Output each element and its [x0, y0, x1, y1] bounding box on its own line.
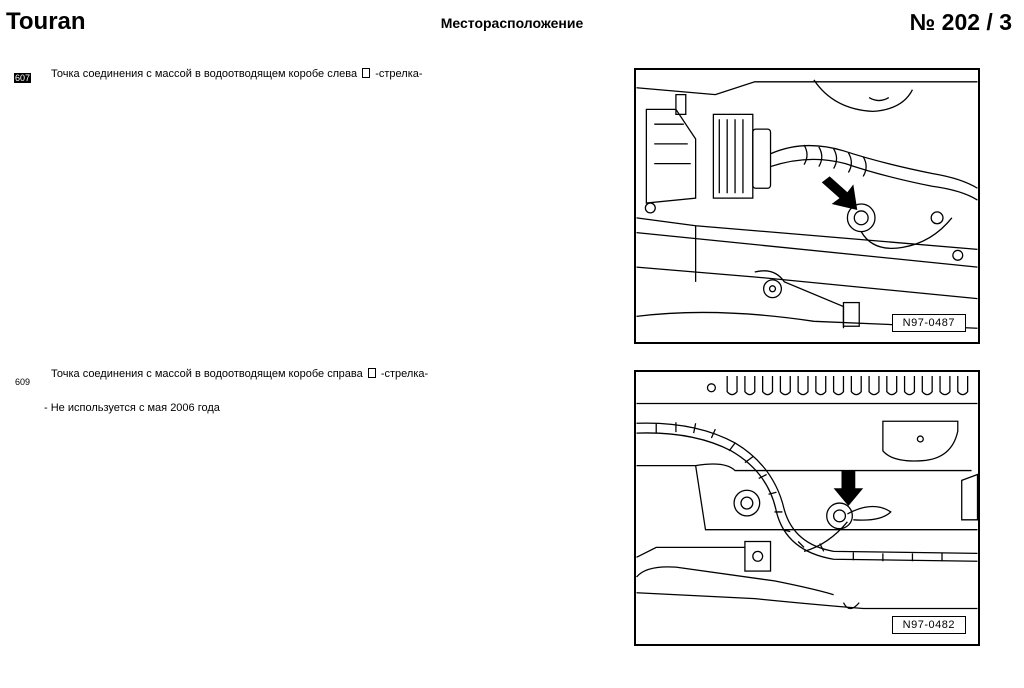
entry-code-607: 607 — [15, 73, 31, 83]
section-title: Месторасположение — [440, 15, 584, 31]
entry-note-609: - Не используется с мая 2006 года — [44, 402, 220, 414]
illustration-label: N97-0482 — [892, 616, 966, 634]
ground-point-right-drawing — [636, 372, 978, 644]
illustration-label: N97-0487 — [892, 314, 966, 332]
entry-arrow-reference: -стрелка- — [380, 368, 429, 380]
entry-arrow-reference: -стрелка- — [375, 68, 423, 80]
illustration-right-ground-point — [634, 370, 980, 646]
missing-glyph-icon — [368, 368, 376, 378]
arrow-indicator-icon — [822, 176, 857, 210]
entry-code-609: 609 — [15, 377, 31, 387]
missing-glyph-icon — [362, 68, 370, 78]
entry-description-607 — [51, 68, 423, 81]
entry-description-609 — [51, 368, 428, 381]
document-title: Touran — [6, 8, 86, 35]
ground-point-left-drawing — [636, 70, 978, 342]
illustration-left-ground-point — [634, 68, 980, 344]
arrow-indicator-icon — [834, 471, 864, 506]
entry-description-text: Точка соединения с массой в водоотводящем коробе справа — [51, 368, 363, 380]
entry-description-text: Точка соединения с массой в водоотводящем коробе слева — [51, 68, 358, 80]
page-number: № 202 / 3 — [909, 9, 1012, 35]
